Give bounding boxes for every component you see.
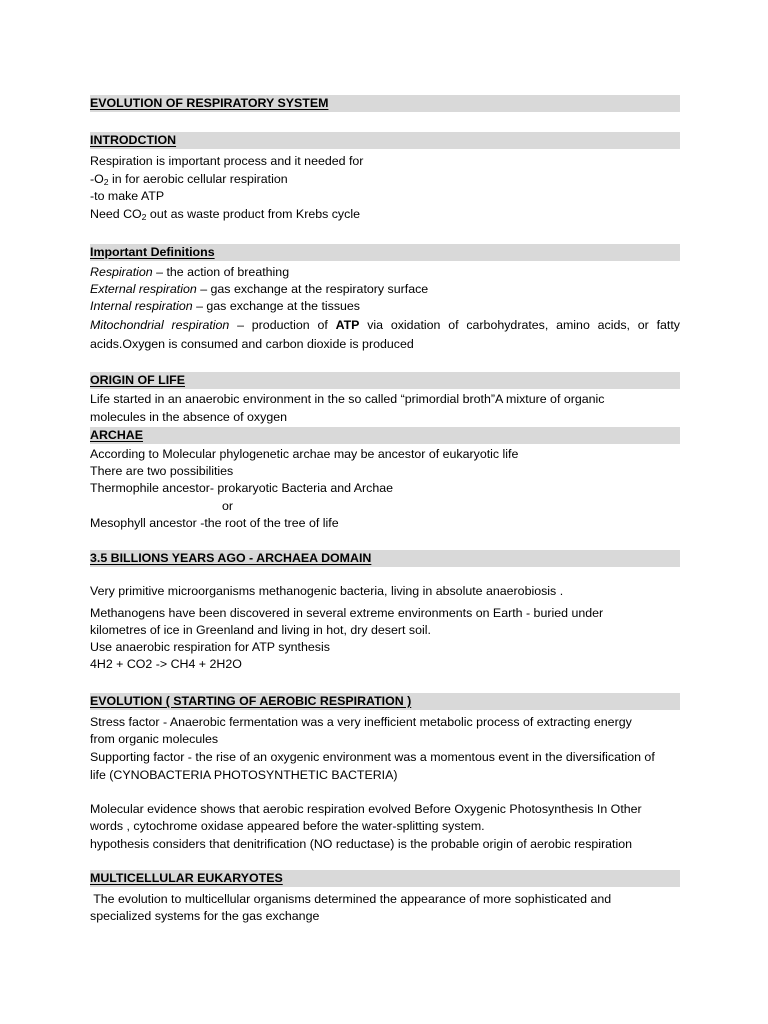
multicellular-line: specialized systems for the gas exchange (90, 909, 320, 923)
text-fragment: out as waste product from Krebs cycle (146, 207, 360, 221)
archae-line: According to Molecular phylogenetic archae may be ancestor of eukaryotic life (90, 447, 519, 461)
section-heading-introduction: INTRODCTION (90, 132, 680, 149)
archae-line: or (222, 499, 234, 513)
intro-line (90, 206, 680, 223)
intro-line: -to make ATP (90, 189, 165, 203)
definition-text: via oxidation of carbohydrates, amino acids, or fatty (359, 318, 680, 332)
document-title: EVOLUTION OF RESPIRATORY SYSTEM (90, 95, 680, 112)
definition-bold: ATP (335, 318, 360, 332)
definition-text: – gas exchange at the respiratory surface (196, 282, 429, 296)
text-fragment: -O (90, 172, 104, 186)
definition-line (90, 281, 680, 298)
definition-line (90, 298, 680, 315)
evolution-line: from organic molecules (90, 732, 219, 746)
text-fragment: Need CO (90, 207, 142, 221)
definition-text: – production of (229, 318, 336, 332)
archaea-line: 4H2 + CO2 -> CH4 + 2H2O (90, 657, 242, 671)
subscript: 2 (103, 177, 109, 188)
section-heading-definitions: Important Definitions (90, 244, 680, 261)
subscript: 2 (141, 212, 147, 223)
evolution-line: Supporting factor - the rise of an oxygenic environment was a momentous event in the diversification of (90, 750, 655, 764)
origin-line: molecules in the absence of oxygen (90, 410, 287, 424)
archaea-line: kilometres of ice in Greenland and living in hot, dry desert soil. (90, 623, 431, 637)
section-heading-origin-of-life: ORIGIN OF LIFE (90, 372, 680, 389)
definition-term: Internal respiration (90, 299, 193, 313)
origin-line: Life started in an anaerobic environment in the so called “primordial broth”A mixture of organic (90, 392, 605, 406)
archaea-line: Very primitive microorganisms methanogenic bacteria, living in absolute anaerobiosis . (90, 584, 564, 598)
archae-line: Mesophyll ancestor -the root of the tree of life (90, 516, 339, 530)
section-heading-archaea-domain: 3.5 BILLIONS YEARS AGO - ARCHAEA DOMAIN (90, 550, 680, 567)
section-heading-multicellular: MULTICELLULAR EUKARYOTES (90, 870, 680, 887)
evolution-line: Molecular evidence shows that aerobic respiration evolved Before Oxygenic Photosynthesis In Other (90, 802, 642, 816)
archae-line: Thermophile ancestor- prokaryotic Bacteria and Archae (90, 481, 394, 495)
section-heading-evolution: EVOLUTION ( STARTING OF AEROBIC RESPIRATION ) (90, 693, 680, 710)
intro-line: Respiration is important process and it needed for (90, 154, 364, 168)
evolution-line: hypothesis considers that denitrification (NO reductase) is the probable origin of aerobic respiration (90, 837, 633, 851)
intro-line (90, 171, 680, 188)
definition-line: acids.Oxygen is consumed and carbon dioxide is produced (90, 337, 414, 351)
definition-text: – gas exchange at the tissues (192, 299, 361, 313)
multicellular-line: The evolution to multicellular organisms determined the appearance of more sophisticated and (90, 892, 612, 906)
text-fragment: in for aerobic cellular respiration (108, 172, 288, 186)
definition-term: Mitochondrial respiration (90, 318, 230, 332)
definition-term: Respiration (90, 265, 153, 279)
evolution-line: Stress factor - Anaerobic fermentation was a very inefficient metabolic process of extracting energy (90, 715, 632, 729)
definition-line (90, 317, 680, 334)
definition-term: External respiration (90, 282, 197, 296)
evolution-line: words , cytochrome oxidase appeared before the water-splitting system. (90, 819, 485, 833)
archae-line: There are two possibilities (90, 464, 234, 478)
definition-text: – the action of breathing (152, 265, 290, 279)
archaea-line: Methanogens have been discovered in several extreme environments on Earth - buried under (90, 606, 604, 620)
evolution-line: life (CYNOBACTERIA PHOTOSYNTHETIC BACTERIA) (90, 768, 398, 782)
section-heading-archae: ARCHAE (90, 427, 680, 444)
archaea-line: Use anaerobic respiration for ATP synthesis (90, 640, 330, 654)
definition-line (90, 264, 680, 281)
